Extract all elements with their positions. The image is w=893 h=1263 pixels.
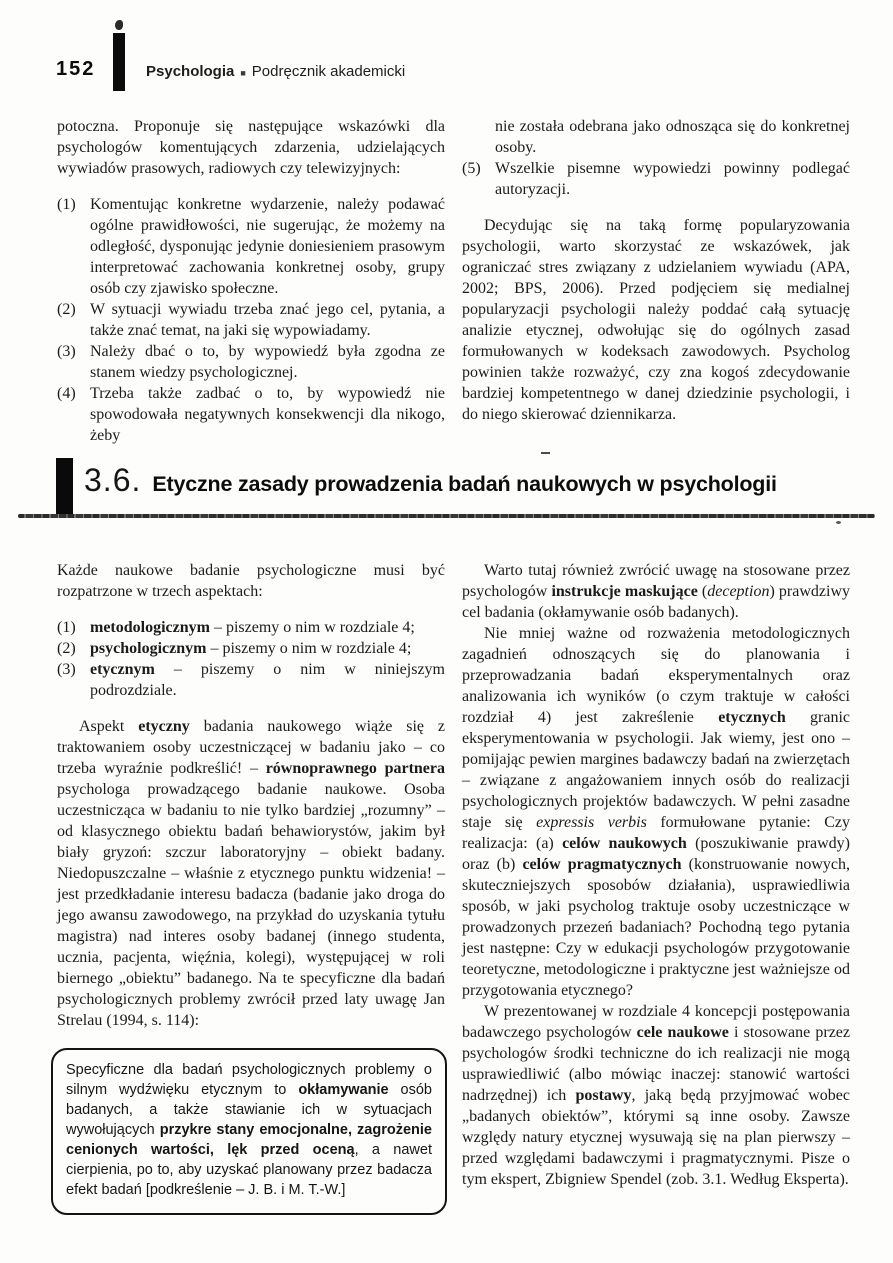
list-item: (2) psychologicznym – piszemy o nim w rozdziale 4;	[57, 640, 412, 657]
paragraph: Nie mniej ważne od rozważenia metodologicznych zagadnień odnoszących się do planowania i przeprowadzania badań eksperymentalnych oraz analizowania ich wyników (o czym traktuje w całości rozdział 4) jest zakreślenie etycznych granic eksperymentowania w psychologii. Jak wiemy, jest ono – pomijając pewien margines badawczy badań na zwierzętach – związane z angażowaniem innych osób do realizacji psychologicznych projektów badawczych. W pełni zasadne staje się expressis verbis formułowane pytanie: Czy realizacja: (a) celów naukowych (poszukiwanie prawdy) oraz (b) celów pragmatycznych (konstruowanie nowych, skuteczniejszych sposobów działania), usprawiedliwia sposób, w jaki psycholog traktuje osoby uczestniczące w prowadzonych przezeń badaniach? Pochodną tego pytania jest następne: Czy w edukacji psychologów przygotowanie teoretyczne, metodologiczne i praktyczne jest ważniejsze od przygotowania etycznego?	[462, 625, 851, 999]
list-item: (4) Trzeba także zadbać o to, by wypowiedź nie spowodowała negatywnych konsekwencji dla nikogo, żeby	[57, 385, 445, 444]
list-item: (3) etycznym – piszemy o nim w niniejszym podrozdziale.	[57, 661, 445, 699]
section-number: 3.6.	[84, 462, 142, 498]
square-separator-icon: ■	[240, 67, 246, 78]
page-number: 152	[56, 58, 96, 80]
vertical-gap	[462, 200, 850, 215]
bottom-left-column	[57, 560, 445, 1215]
scan-artifact-dot	[836, 521, 841, 524]
top-left-column	[57, 116, 445, 446]
list-item: (1) metodologicznym – piszemy o nim w rozdziale 4;	[57, 619, 415, 636]
book-title: Psychologia	[146, 63, 235, 80]
top-columns	[57, 116, 850, 446]
top-right-column	[462, 116, 850, 446]
list-marker: (3)	[57, 661, 76, 678]
list-item: (1) Komentując konkretne wydarzenie, należy podawać ogólne prawidłowości, nie sugerując, że możemy na odległość, dysponując jedynie doniesieniem prasowym interpretować zachowania konkretnej osoby, grupy osób czy zjawisko społeczne.	[57, 196, 445, 297]
paragraph: Aspekt etyczny badania naukowego wiąże się z traktowaniem osoby uczestniczącej w badaniu jako – co trzeba wyraźnie podkreślić! – równoprawnego partnera psychologa prowadzącego badanie naukowe. Osoba uczestnicząca w badaniu to nie tylko bardziej „rozumny” – od klasycznego obiektu badań behawiorystów, jakim był biały gryzoń: szczur laboratoryjny – obiekt badany. Niedopuszczalne – właśnie z etycznego punktu widzenia! – jest przedkładanie interesu badacza (badanie jako droga do jego awansu zawodowego, na przykład do uzyskania tytułu magistra) nad interes osoby badanej (innego studenta, ucznia, pacjenta, więźnia, kolegi), występującej w roli biernego „obiektu” badanego. Na te specyficzne dla badań psychologicznych problemy zwrócił przed laty uwagę Jan Strelau (1994, s. 114):	[57, 718, 446, 1029]
list-marker: (1)	[57, 619, 76, 636]
paragraph: potoczna. Proponuje się następujące wskazówki dla psychologów komentujących zdarzenia, udzielających wywiadów prasowych, radiowych czy telewizyjnych:	[57, 118, 445, 177]
paragraph: Każde naukowe badanie psychologiczne musi być rozpatrzone w trzech aspektach:	[57, 562, 445, 600]
section-rule	[18, 514, 875, 518]
section-heading-bar	[56, 458, 73, 517]
book-subtitle: Podręcznik akademicki	[251, 63, 406, 80]
bottom-right-column	[462, 560, 850, 1215]
paragraph: Specyficzne dla badań psychologicznych problemy o silnym wydźwięku etycznym to okłamywanie osób badanych, a także stawianie ich w sytuacjach wywołujących przykre stany emocjonalne, zagrożenie cenionych wartości, lęk przed oceną, a nawet cierpienia, po to, aby uzyskać planowany przez badacza efekt badań [podkreślenie – J. B. i M. T.-W.]	[66, 1062, 432, 1198]
list-item: (5) Wszelkie pisemne wypowiedzi powinny podlegać autoryzacji.	[462, 160, 850, 198]
list-marker: (5)	[462, 160, 481, 177]
header-divider-bar	[113, 33, 125, 91]
paragraph: Decydując się na taką formę popularyzowania psychologii, warto skorzystać ze wskazówek, jak ograniczać stres związany z udzielaniem wywiadu (APA, 2002; BPS, 2006). Przed podjęciem się medialnej popularyzacji psychologii należy poddać całą sytuację analizie etycznej, odwołując się do ogólnych zasad formułowanych w kodeksach zawodowych. Psycholog powinien także rozważyć, czy zna kogoś zdecydowanie bardziej kompetentnego w danej dziedzinie psychologii, i do niego skierować dziennikarza.	[462, 217, 850, 423]
section-title: Etyczne zasady prowadzenia badań naukowych w psychologii	[152, 472, 777, 496]
list-marker: (1)	[57, 196, 76, 213]
paragraph: W prezentowanej w rozdziale 4 koncepcji postępowania badawczego psychologów cele naukowe i stosowane przez psychologów środki techniczne do ich realizacji nie mogą usprawiedliwić (albo mówiąc inaczej: stanowić wartości nadrzędnej) ich postawy, jaką będą przyjmować wobec „badanych obiektów”, którymi są inne osoby. Zawsze względy natury etycznej wysuwają się na plan pierwszy – przed względami badawczymi i pragmatycznymi. Pisze o tym ekspert, Zbigniew Spendel (zob. 3.1. Według Eksperta).	[462, 1003, 851, 1188]
list-marker: (2)	[57, 301, 76, 318]
paragraph: nie została odebrana jako odnosząca się do konkretnej osoby.	[495, 118, 850, 156]
paragraph: Warto tutaj również zwrócić uwagę na stosowane przez psychologów instrukcje maskujące (deception) prawdziwy cel badania (okłamywanie osób badanych).	[462, 562, 850, 621]
vertical-gap	[57, 602, 445, 617]
ink-blot-artifact	[115, 20, 123, 30]
list-marker: (2)	[57, 640, 76, 657]
vertical-gap	[57, 179, 445, 194]
bottom-left-text	[57, 560, 445, 1031]
quote-box-text	[66, 1060, 432, 1200]
list-item: (3) Należy dbać o to, by wypowiedź była zgodna ze stanem wiedzy psychologicznej.	[57, 343, 445, 381]
list-marker: (3)	[57, 343, 76, 360]
scan-artifact-dash	[541, 452, 550, 454]
list-marker: (4)	[57, 385, 76, 402]
quote-box	[51, 1048, 447, 1215]
running-title	[146, 63, 405, 80]
vertical-gap	[57, 701, 445, 716]
bottom-columns	[57, 560, 850, 1215]
section-heading	[84, 462, 777, 499]
list-item: (2) W sytuacji wywiadu trzeba znać jego cel, pytania, a także znać temat, na jaki się wypowiadamy.	[57, 301, 445, 339]
